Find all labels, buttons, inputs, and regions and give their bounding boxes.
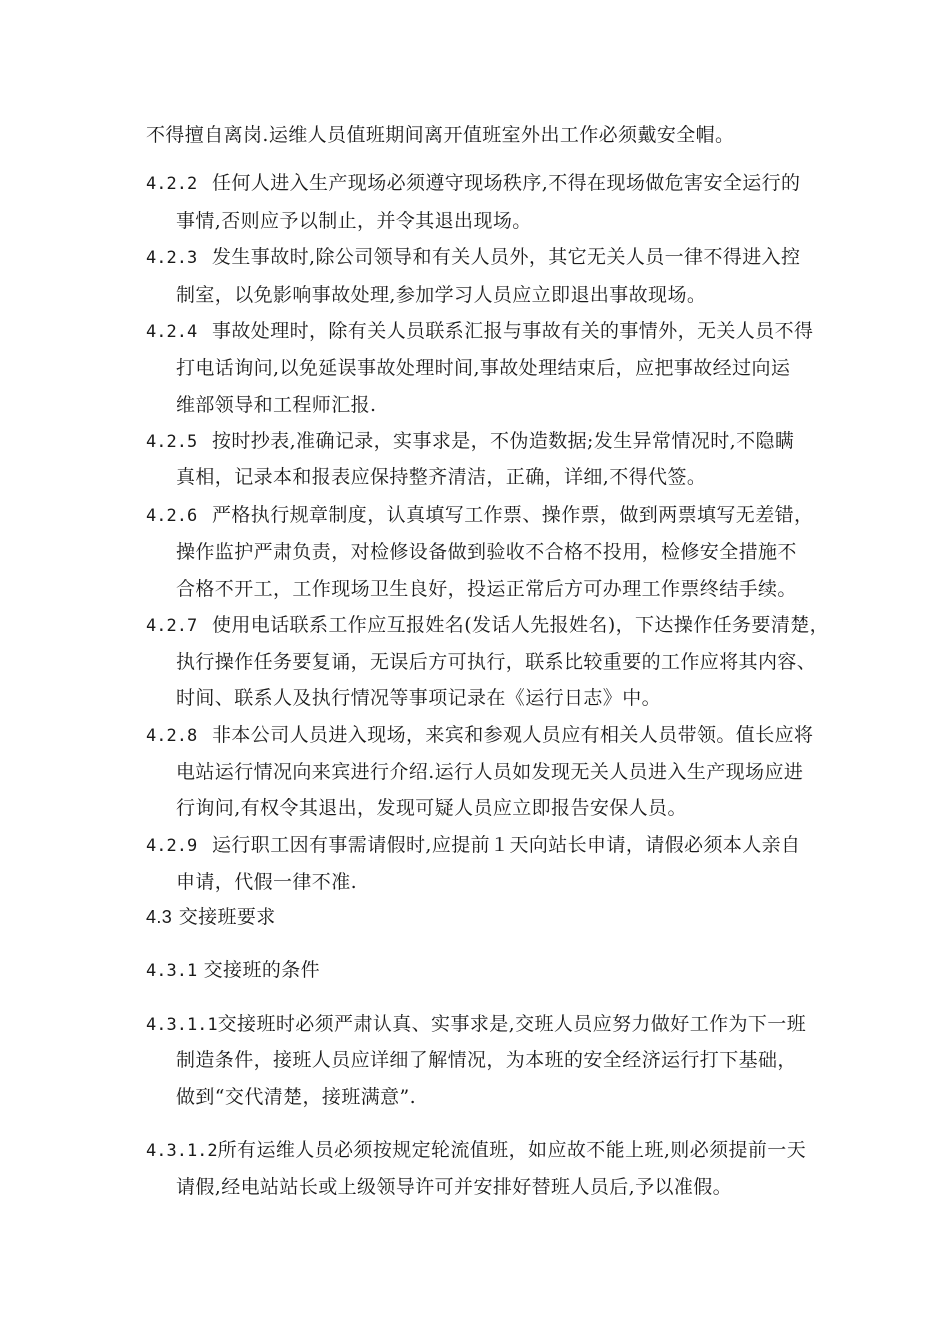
section-title: 交接班要求 [178,906,276,928]
section-title: 交接班的条件 [203,959,321,981]
clause-number: 4.2.9 [146,836,198,856]
clause-text: 严格执行规章制度，认真填写工作票、操作票，做到两票填写无差错， [212,504,814,526]
line-text: 真相，记录本和报表应保持整齐清洁，正确，详细,不得代签。 [176,466,707,488]
clause-number: 4.2.4 [146,322,198,342]
clause-text: 发生事故时,除公司领导和有关人员外，其它无关人员一律不得进入控 [212,246,801,268]
line-text: 请假,经电站站长或上级领导许可并安排好替班人员后,予以准假。 [176,1176,733,1198]
clause-continuation [176,209,532,233]
clause-4-2-2 [146,171,800,196]
line-text: 打电话询问,以免延误事故处理时间,事故处理结束后，应把事故经过向运 [176,357,791,379]
clause-continuation [176,356,790,380]
clause-4-2-3 [146,245,800,270]
clause-text: 按时抄表,准确记录，实事求是，不伪造数据;发生异常情况时,不隐瞒 [212,430,795,452]
clause-4-2-5 [146,429,794,454]
clause-text: 运行职工因有事需请假时,应提前１天向站长申请，请假必须本人亲自 [212,834,801,856]
clause-text: 使用电话联系工作应互报姓名(发话人先报姓名)，下达操作任务要清楚， [212,614,830,636]
line-text: 申请，代假一律不准. [176,871,358,893]
clause-4-3-1-1 [146,1012,806,1037]
line-text: 维部领导和工程师汇报. [176,394,377,416]
clause-continuation [176,686,661,710]
clause-continuation [176,283,706,307]
clause-4-2-7 [146,613,829,638]
clause-number: 4.3.1.2 [146,1141,218,1161]
clause-text: 任何人进入生产现场必须遵守现场秩序,不得在现场做危害安全运行的 [212,172,801,194]
line-text: 合格不开工，工作现场卫生良好，投运正常后方可办理工作票终结手续。 [176,578,797,600]
clause-number: 4.2.3 [146,248,198,268]
clause-number: 4.2.6 [146,506,198,526]
clause-number: 4.2.2 [146,174,198,194]
clause-continuation [176,1175,732,1199]
line-text: 时间、联系人及执行情况等事项记录在《运行日志》中。 [176,687,662,709]
clause-text: 所有运维人员必须按规定轮流值班，如应故不能上班,则必须提前一天 [217,1139,807,1161]
clause-4-2-9 [146,833,800,858]
section-number: 4.3.1 [146,961,198,981]
line-text: 不得擅自离岗.运维人员值班期间离开值班室外出工作必须戴安全帽。 [146,124,735,146]
line-text: 做到“交代清楚，接班满意”. [176,1086,417,1108]
clause-continuation [176,1048,797,1072]
line-text: 制造条件，接班人员应详细了解情况，为本班的安全经济运行打下基础， [176,1049,797,1071]
clause-number: 4.2.5 [146,432,198,452]
paragraph-line [146,123,734,147]
clause-number: 4.3.1.1 [146,1015,218,1035]
clause-4-2-4 [146,319,813,344]
clause-continuation [176,1085,416,1109]
clause-text: 非本公司人员进入现场，来宾和参观人员应有相关人员带领。值长应将 [212,724,814,746]
clause-continuation [176,870,357,894]
clause-number: 4.2.7 [146,616,198,636]
clause-4-3-1-2 [146,1138,806,1163]
clause-continuation [176,540,797,564]
clause-continuation [176,760,803,784]
clause-text: 交接班时必须严肃认真、实事求是,交班人员应努力做好工作为下一班 [217,1013,807,1035]
clause-continuation [176,650,816,674]
section-number: 4.3 [146,907,173,927]
section-heading-4-3-1 [146,958,320,983]
section-heading-4-3 [146,905,276,929]
line-text: 操作监护严肃负责，对检修设备做到验收不合格不投用，检修安全措施不 [176,541,797,563]
line-text: 执行操作任务要复诵，无误后方可执行，联系比较重要的工作应将其内容、 [176,651,817,673]
clause-continuation [176,393,376,417]
line-text: 行询问,有权令其退出，发现可疑人员应立即报告安保人员。 [176,797,687,819]
line-text: 制室，以免影响事故处理,参加学习人员应立即退出事故现场。 [176,284,707,306]
clause-continuation [176,796,687,820]
clause-number: 4.2.8 [146,726,198,746]
clause-4-2-8 [146,723,813,748]
line-text: 电站运行情况向来宾进行介绍.运行人员如发现无关人员进入生产现场应进 [176,761,804,783]
clause-4-2-6 [146,503,813,528]
line-text: 事情,否则应予以制止，并令其退出现场。 [176,210,532,232]
clause-continuation [176,577,797,601]
clause-text: 事故处理时，除有关人员联系汇报与事故有关的事情外，无关人员不得 [212,320,814,342]
clause-continuation [176,465,706,489]
